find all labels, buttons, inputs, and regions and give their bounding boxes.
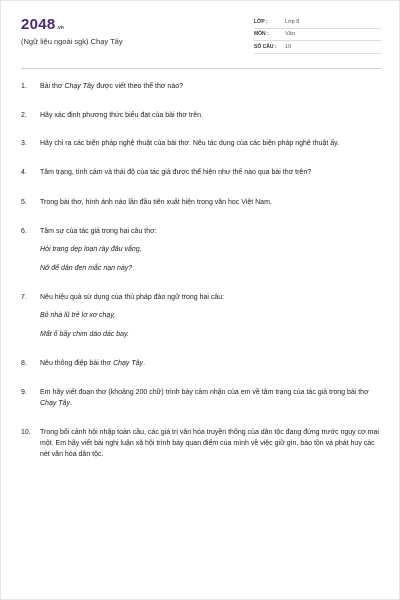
info-label: MÔN : bbox=[254, 31, 269, 38]
question-item bbox=[21, 110, 381, 121]
question-number: 6. bbox=[21, 228, 27, 235]
question-text: Bài thơ Chạy Tây được viết theo thể thơ nào? bbox=[40, 83, 183, 90]
question-text: Tâm sự của tác giả trong hai câu thơ: bbox=[40, 228, 157, 235]
question-number: 10. bbox=[21, 429, 31, 436]
header-divider bbox=[21, 68, 381, 69]
question-text: Nêu thông điệp bài thơ Chạy Tây. bbox=[40, 360, 146, 367]
question-text: Nêu hiệu quả sử dụng của thủ pháp đảo ngữ trong hai câu: bbox=[40, 294, 225, 301]
question-number: 8. bbox=[21, 360, 27, 367]
info-label: LỚP : bbox=[254, 18, 268, 25]
poem-line: Mất ổ bầy chim dáo dác bay. bbox=[40, 331, 129, 338]
worksheet-subtitle: (Ngữ liệu ngoài sgk) Chạy Tây bbox=[21, 37, 123, 46]
info-label: SỐ CÂU : bbox=[254, 43, 277, 50]
info-row-count bbox=[254, 41, 381, 54]
poem-line: Hỏi trang dẹp loạn rày đâu vắng, bbox=[40, 246, 142, 253]
question-text: Trong bài thơ, hình ảnh nào lần đầu tiên xuất hiện trong văn học Việt Nam. bbox=[40, 199, 272, 206]
question-number: 7. bbox=[21, 294, 27, 301]
question-number: 2. bbox=[21, 112, 27, 119]
poem-line: Bỏ nhà lũ trẻ lơ xơ chạy, bbox=[40, 312, 116, 319]
question-list bbox=[21, 81, 381, 460]
site-logo[interactable] bbox=[21, 16, 64, 33]
question-number: 9. bbox=[21, 389, 27, 396]
question-number: 5. bbox=[21, 199, 27, 206]
question-text: Hãy xác định phương thức biểu đạt của bài thơ trên. bbox=[40, 112, 203, 119]
question-item bbox=[21, 167, 381, 178]
worksheet-header bbox=[1, 1, 400, 63]
logo-suffix: .vn bbox=[56, 25, 64, 31]
question-item bbox=[21, 81, 381, 92]
question-item bbox=[21, 138, 381, 149]
question-item bbox=[21, 427, 381, 460]
question-number: 1. bbox=[21, 83, 27, 90]
question-item bbox=[21, 292, 381, 303]
question-text: Em hãy viết đoạn thơ (khoảng 200 chữ) trình bày cảm nhận của em về tâm trạng của tác giả trong bài thơ Chạy Tây. bbox=[40, 389, 369, 407]
question-text: Hãy chỉ ra các biện pháp nghệ thuật của bài thơ. Nêu tác dụng của các biện pháp nghệ thuật ấy. bbox=[40, 140, 340, 147]
question-item bbox=[21, 226, 381, 237]
question-number: 4. bbox=[21, 169, 27, 176]
poem-line: Nỡ để dân đen mắc nạn này? bbox=[40, 265, 133, 272]
question-text: Trong bối cảnh hội nhập toàn cầu, các giá trị văn hóa truyền thống của dân tộc đang đứng trước nguy cơ mai một. Em hãy viết bài nghị luận xã hội trình bày quan điểm của mình về việc giữ gìn, bảo tồn và phát huy các nét văn hóa dân tộc. bbox=[40, 429, 379, 458]
question-item bbox=[21, 197, 381, 208]
info-value: Lớp 8 bbox=[285, 18, 300, 25]
question-item bbox=[21, 387, 381, 409]
info-value: Văn bbox=[285, 31, 295, 38]
question-item bbox=[21, 358, 381, 369]
question-text: Tâm trạng, tình cảm và thái độ của tác giả được thể hiện như thế nào qua bài thơ trên? bbox=[40, 169, 312, 176]
question-number: 3. bbox=[21, 140, 27, 147]
info-table bbox=[254, 16, 381, 54]
info-value: 10 bbox=[285, 43, 292, 50]
info-row-class bbox=[254, 16, 381, 29]
logo-text: 2048 bbox=[21, 16, 56, 33]
info-row-subject bbox=[254, 29, 381, 42]
